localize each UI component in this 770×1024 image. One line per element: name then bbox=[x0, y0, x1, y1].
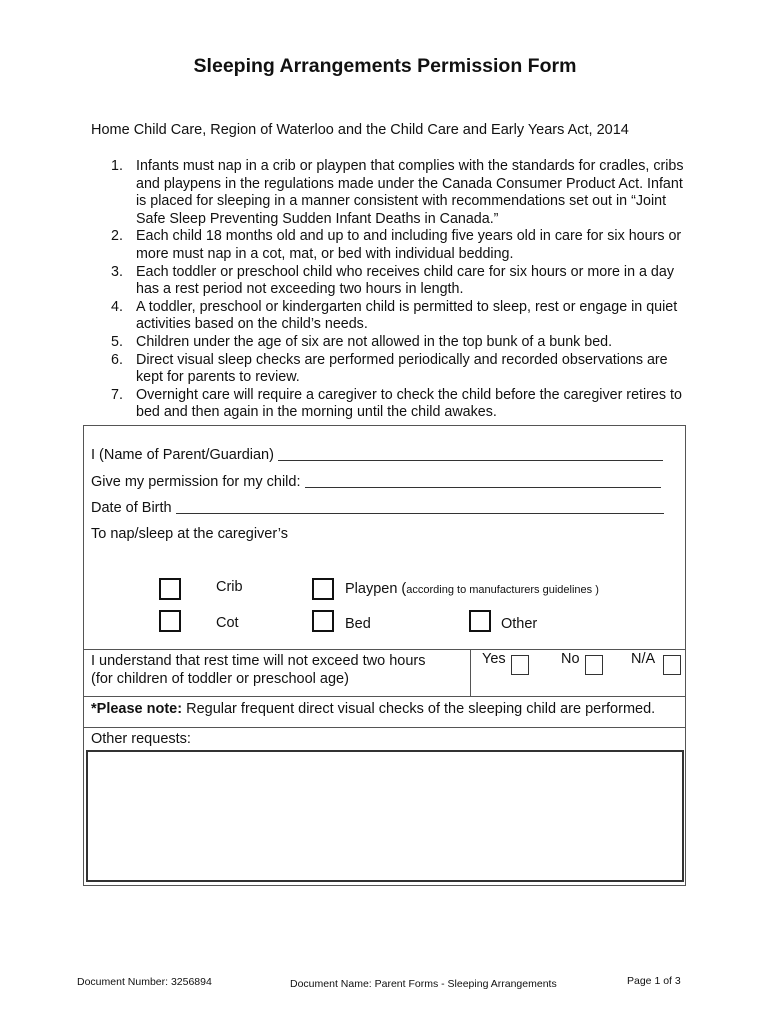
rule-item bbox=[108, 334, 688, 352]
bed-label: Bed bbox=[345, 616, 371, 632]
dob-label: Date of Birth bbox=[91, 500, 172, 516]
rule-number: 6. bbox=[111, 351, 123, 368]
rule-number: 5. bbox=[111, 333, 123, 350]
dob-field[interactable] bbox=[176, 499, 664, 514]
no-checkbox[interactable] bbox=[585, 655, 603, 675]
na-label: N/A bbox=[631, 651, 656, 667]
rule-item bbox=[108, 352, 688, 387]
parent-name-row bbox=[91, 446, 663, 463]
cot-label: Cot bbox=[216, 615, 239, 631]
playpen-label: Playpen ( bbox=[345, 581, 407, 597]
child-name-row bbox=[91, 473, 661, 490]
divider bbox=[83, 696, 686, 697]
other-label: Other bbox=[501, 616, 538, 632]
playpen-note: according to manufacturers guidelines ) bbox=[406, 584, 599, 596]
other-checkbox[interactable] bbox=[469, 610, 491, 632]
rest-statement bbox=[91, 652, 425, 688]
rule-text: A toddler, preschool or kindergarten child is permitted to sleep, rest or engage in quiet activities based on the child’s needs. bbox=[136, 298, 678, 333]
yes-checkbox[interactable] bbox=[511, 655, 529, 675]
rules-list bbox=[108, 158, 688, 422]
please-note bbox=[91, 701, 655, 717]
rule-text: Direct visual sleep checks are performed periodically and recorded observations are kept for parents to review. bbox=[136, 351, 668, 386]
cot-checkbox[interactable] bbox=[159, 610, 181, 632]
crib-checkbox[interactable] bbox=[159, 578, 181, 600]
rule-item bbox=[108, 264, 688, 299]
rule-number: 4. bbox=[111, 298, 123, 315]
rule-item bbox=[108, 299, 688, 334]
yes-label: Yes bbox=[482, 651, 506, 667]
rest-statement-line: (for children of toddler or preschool age) bbox=[91, 671, 349, 687]
please-note-text: Regular frequent direct visual checks of the sleeping child are performed. bbox=[182, 701, 656, 717]
rule-text: Children under the age of six are not allowed in the top bunk of a bunk bed. bbox=[136, 333, 613, 350]
divider bbox=[470, 649, 471, 696]
child-name-label: Give my permission for my child: bbox=[91, 474, 301, 490]
other-requests-textarea[interactable] bbox=[86, 750, 684, 882]
rule-text: Each toddler or preschool child who receives child care for six hours or more in a day has a rest period not exceeding two hours in length. bbox=[136, 263, 674, 298]
nap-label: To nap/sleep at the caregiver’s bbox=[91, 526, 288, 542]
rule-number: 7. bbox=[111, 386, 123, 403]
rule-number: 2. bbox=[111, 228, 123, 245]
intro-line: Home Child Care, Region of Waterloo and the Child Care and Early Years Act, 2014 bbox=[91, 122, 629, 138]
child-name-field[interactable] bbox=[305, 473, 661, 488]
rule-item bbox=[108, 228, 688, 263]
bed-checkbox[interactable] bbox=[312, 610, 334, 632]
rule-item bbox=[108, 387, 688, 422]
divider bbox=[83, 649, 686, 650]
playpen-option bbox=[345, 581, 599, 597]
rule-text: Each child 18 months old and up to and including five years old in care for six hours or more must nap in a cot, mat, or bed with individual bedding. bbox=[136, 228, 682, 262]
other-requests-label: Other requests: bbox=[91, 731, 191, 747]
na-checkbox[interactable] bbox=[663, 655, 681, 675]
divider bbox=[83, 727, 686, 728]
rule-item bbox=[108, 158, 688, 228]
dob-row bbox=[91, 499, 664, 516]
document-number: Document Number: 3256894 bbox=[77, 976, 212, 988]
rule-number: 1. bbox=[111, 158, 123, 174]
playpen-checkbox[interactable] bbox=[312, 578, 334, 600]
no-label: No bbox=[561, 651, 580, 667]
page-number: Page 1 of 3 bbox=[627, 975, 681, 987]
crib-label: Crib bbox=[216, 579, 243, 595]
form-title: Sleeping Arrangements Permission Form bbox=[193, 55, 577, 77]
rest-statement-line: I understand that rest time will not exceed two hours bbox=[91, 653, 426, 669]
document-name: Document Name: Parent Forms - Sleeping Arrangements bbox=[290, 978, 557, 990]
parent-name-label: I (Name of Parent/Guardian) bbox=[91, 447, 274, 463]
rule-text: Overnight care will require a caregiver to check the child before the caregiver retires to bed and then again in the morning until the child awakes. bbox=[136, 386, 682, 421]
please-note-label: *Please note: bbox=[91, 701, 183, 717]
rule-text: Infants must nap in a crib or playpen that complies with the standards for cradles, cribs and playpens in the regulations made under the Canada Consumer Product Act. Infant is placed for sleeping in a manner consistent with recommendations set out in “Joint Safe Sleep Preventing Sudden Infant Deaths in Canada.” bbox=[136, 158, 684, 227]
parent-name-field[interactable] bbox=[278, 446, 663, 461]
rule-number: 3. bbox=[111, 263, 123, 280]
